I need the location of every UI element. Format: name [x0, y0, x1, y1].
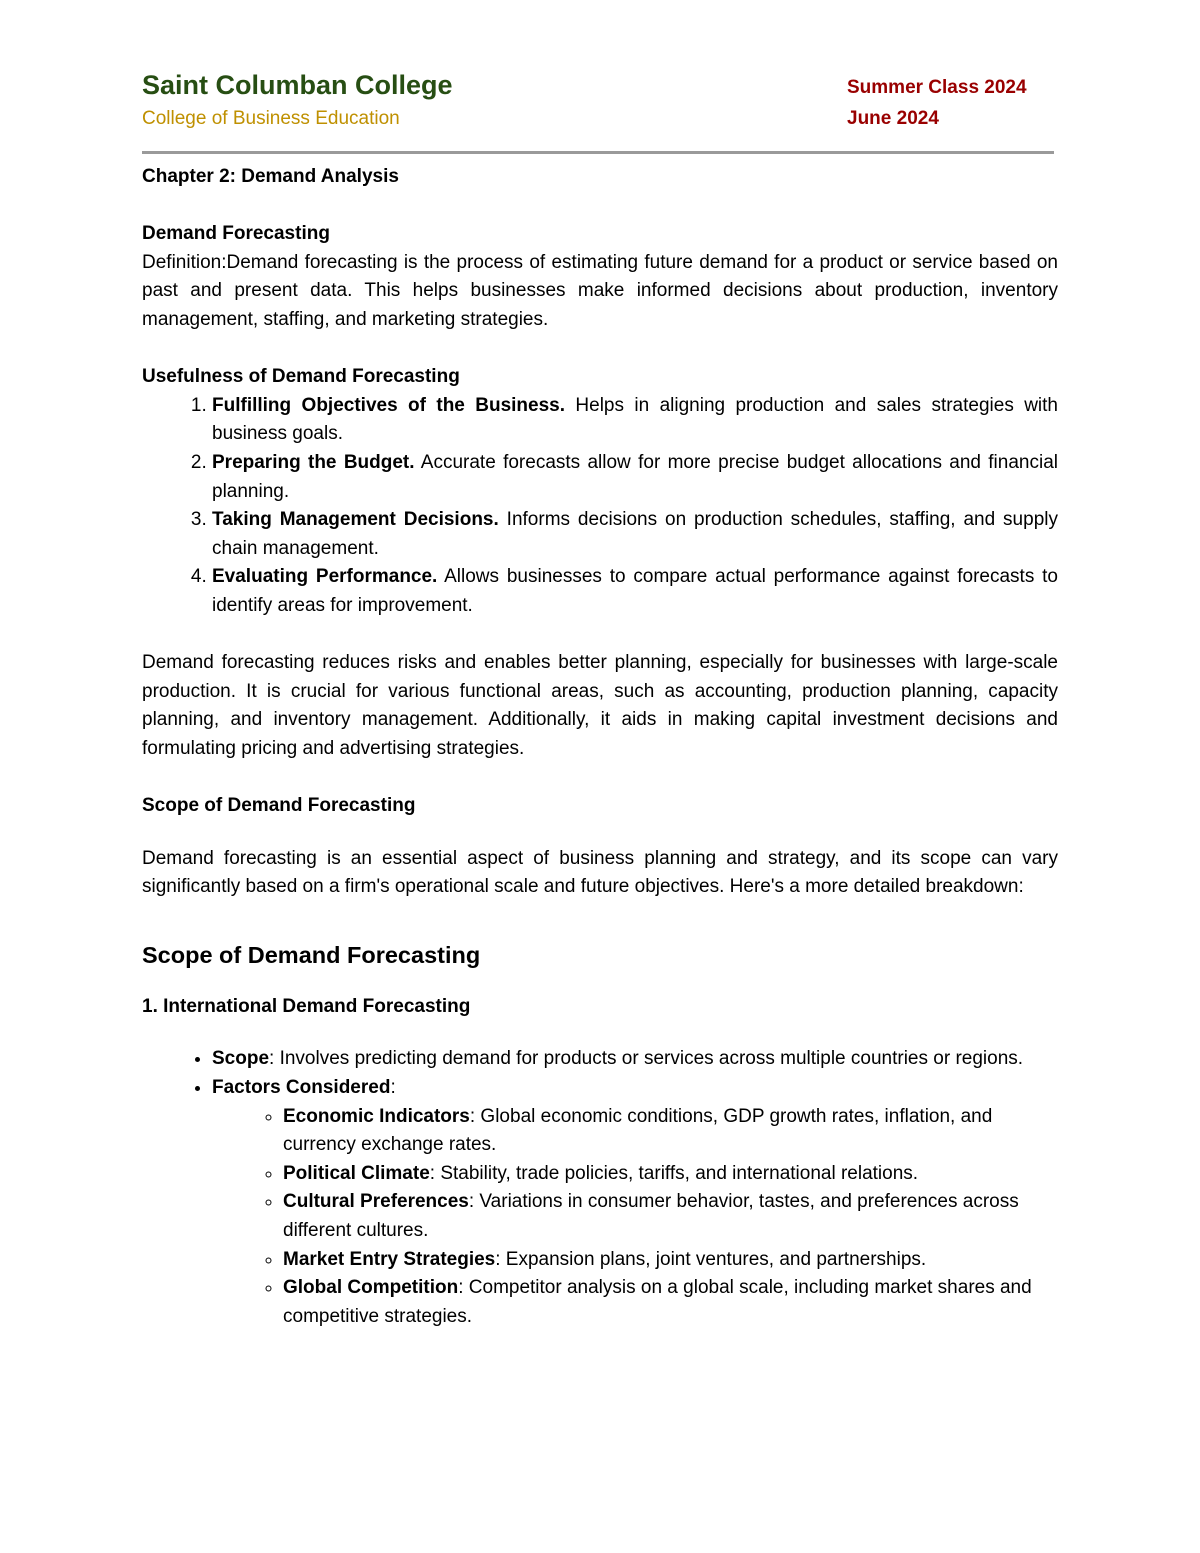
list-item: ◦ Political Climate: Stability, trade policies, tariffs, and international relations. — [283, 1160, 1058, 1189]
scope-intro: Demand forecasting is an essential aspect of business planning and strategy, and its scope can vary significantly based on a firm's operational scale and future objectives. Here's a more detailed breakdown: — [142, 847, 1058, 898]
list-item: ◦ Global Competition: Competitor analysis on a global scale, including market shares and competitive strategies. — [283, 1274, 1058, 1331]
list-item: 3. Taking Management Decisions. Informs decisions on production schedules, staffing, and supply chain management. — [212, 506, 1058, 563]
class-label: Summer Class 2024 — [847, 77, 1027, 98]
document-body — [142, 163, 1058, 1331]
international-list — [142, 1045, 1058, 1331]
list-item: ◦ Market Entry Strategies: Expansion plans, joint ventures, and partnerships. — [283, 1246, 1058, 1275]
usefulness-list — [142, 392, 1058, 621]
forecasting-heading: Demand Forecasting — [142, 223, 330, 245]
factors-list — [212, 1103, 1058, 1332]
list-item: • Factors Considered: ◦ Economic Indicators: Global economic conditions, GDP growth rates, inflation, and currency exchange rates. ◦ Political Climate: Stability, trade policies, tariffs, and international relations. ◦ Cultural Preferences: Variations in consumer behavior, tastes, and preferences across different cultures. ◦ Market Entry Strategies: Expansion plans, joint ventures, and partnerships. ◦ Global Competition: Competitor analysis on a global scale, including market shares and competitive strategies. — [212, 1074, 1058, 1331]
forecasting-definition: Definition:Demand forecasting is the process of estimating future demand for a product or service based on past and present data. This helps businesses make informed decisions about production, inventory management, staffing, and marketing strategies. — [142, 251, 1058, 330]
list-item: • Scope: Involves predicting demand for products or services across multiple countries or regions. — [212, 1045, 1058, 1074]
list-item: 4. Evaluating Performance. Allows businesses to compare actual performance against forecasts to identify areas for improvement. — [212, 563, 1058, 620]
header-divider — [142, 151, 1054, 154]
page-header — [142, 70, 1058, 140]
list-item: 1. Fulfilling Objectives of the Business. Helps in aligning production and sales strategies with business goals. — [212, 392, 1058, 449]
usefulness-summary: Demand forecasting reduces risks and enables better planning, especially for businesses with large-scale production. It is crucial for various functional areas, such as accounting, production planning, capacity planning, and inventory management. Additionally, it aids in making capital investment decisions and formulating pricing and advertising strategies. — [142, 652, 1058, 759]
chapter-title: Chapter 2: Demand Analysis — [142, 166, 399, 187]
usefulness-heading: Usefulness of Demand Forecasting — [142, 366, 460, 388]
scope-section-title: Scope of Demand Forecasting — [142, 941, 481, 968]
department-name: College of Business Education — [142, 108, 400, 129]
international-heading: 1. International Demand Forecasting — [142, 995, 471, 1017]
date-label: June 2024 — [847, 108, 939, 129]
list-item: ◦ Economic Indicators: Global economic conditions, GDP growth rates, inflation, and currency exchange rates. — [283, 1103, 1058, 1160]
list-item: 2. Preparing the Budget. Accurate forecasts allow for more precise budget allocations and financial planning. — [212, 449, 1058, 506]
college-name: Saint Columban College — [142, 70, 453, 100]
list-item: ◦ Cultural Preferences: Variations in consumer behavior, tastes, and preferences across different cultures. — [283, 1188, 1058, 1245]
scope-heading: Scope of Demand Forecasting — [142, 795, 416, 817]
